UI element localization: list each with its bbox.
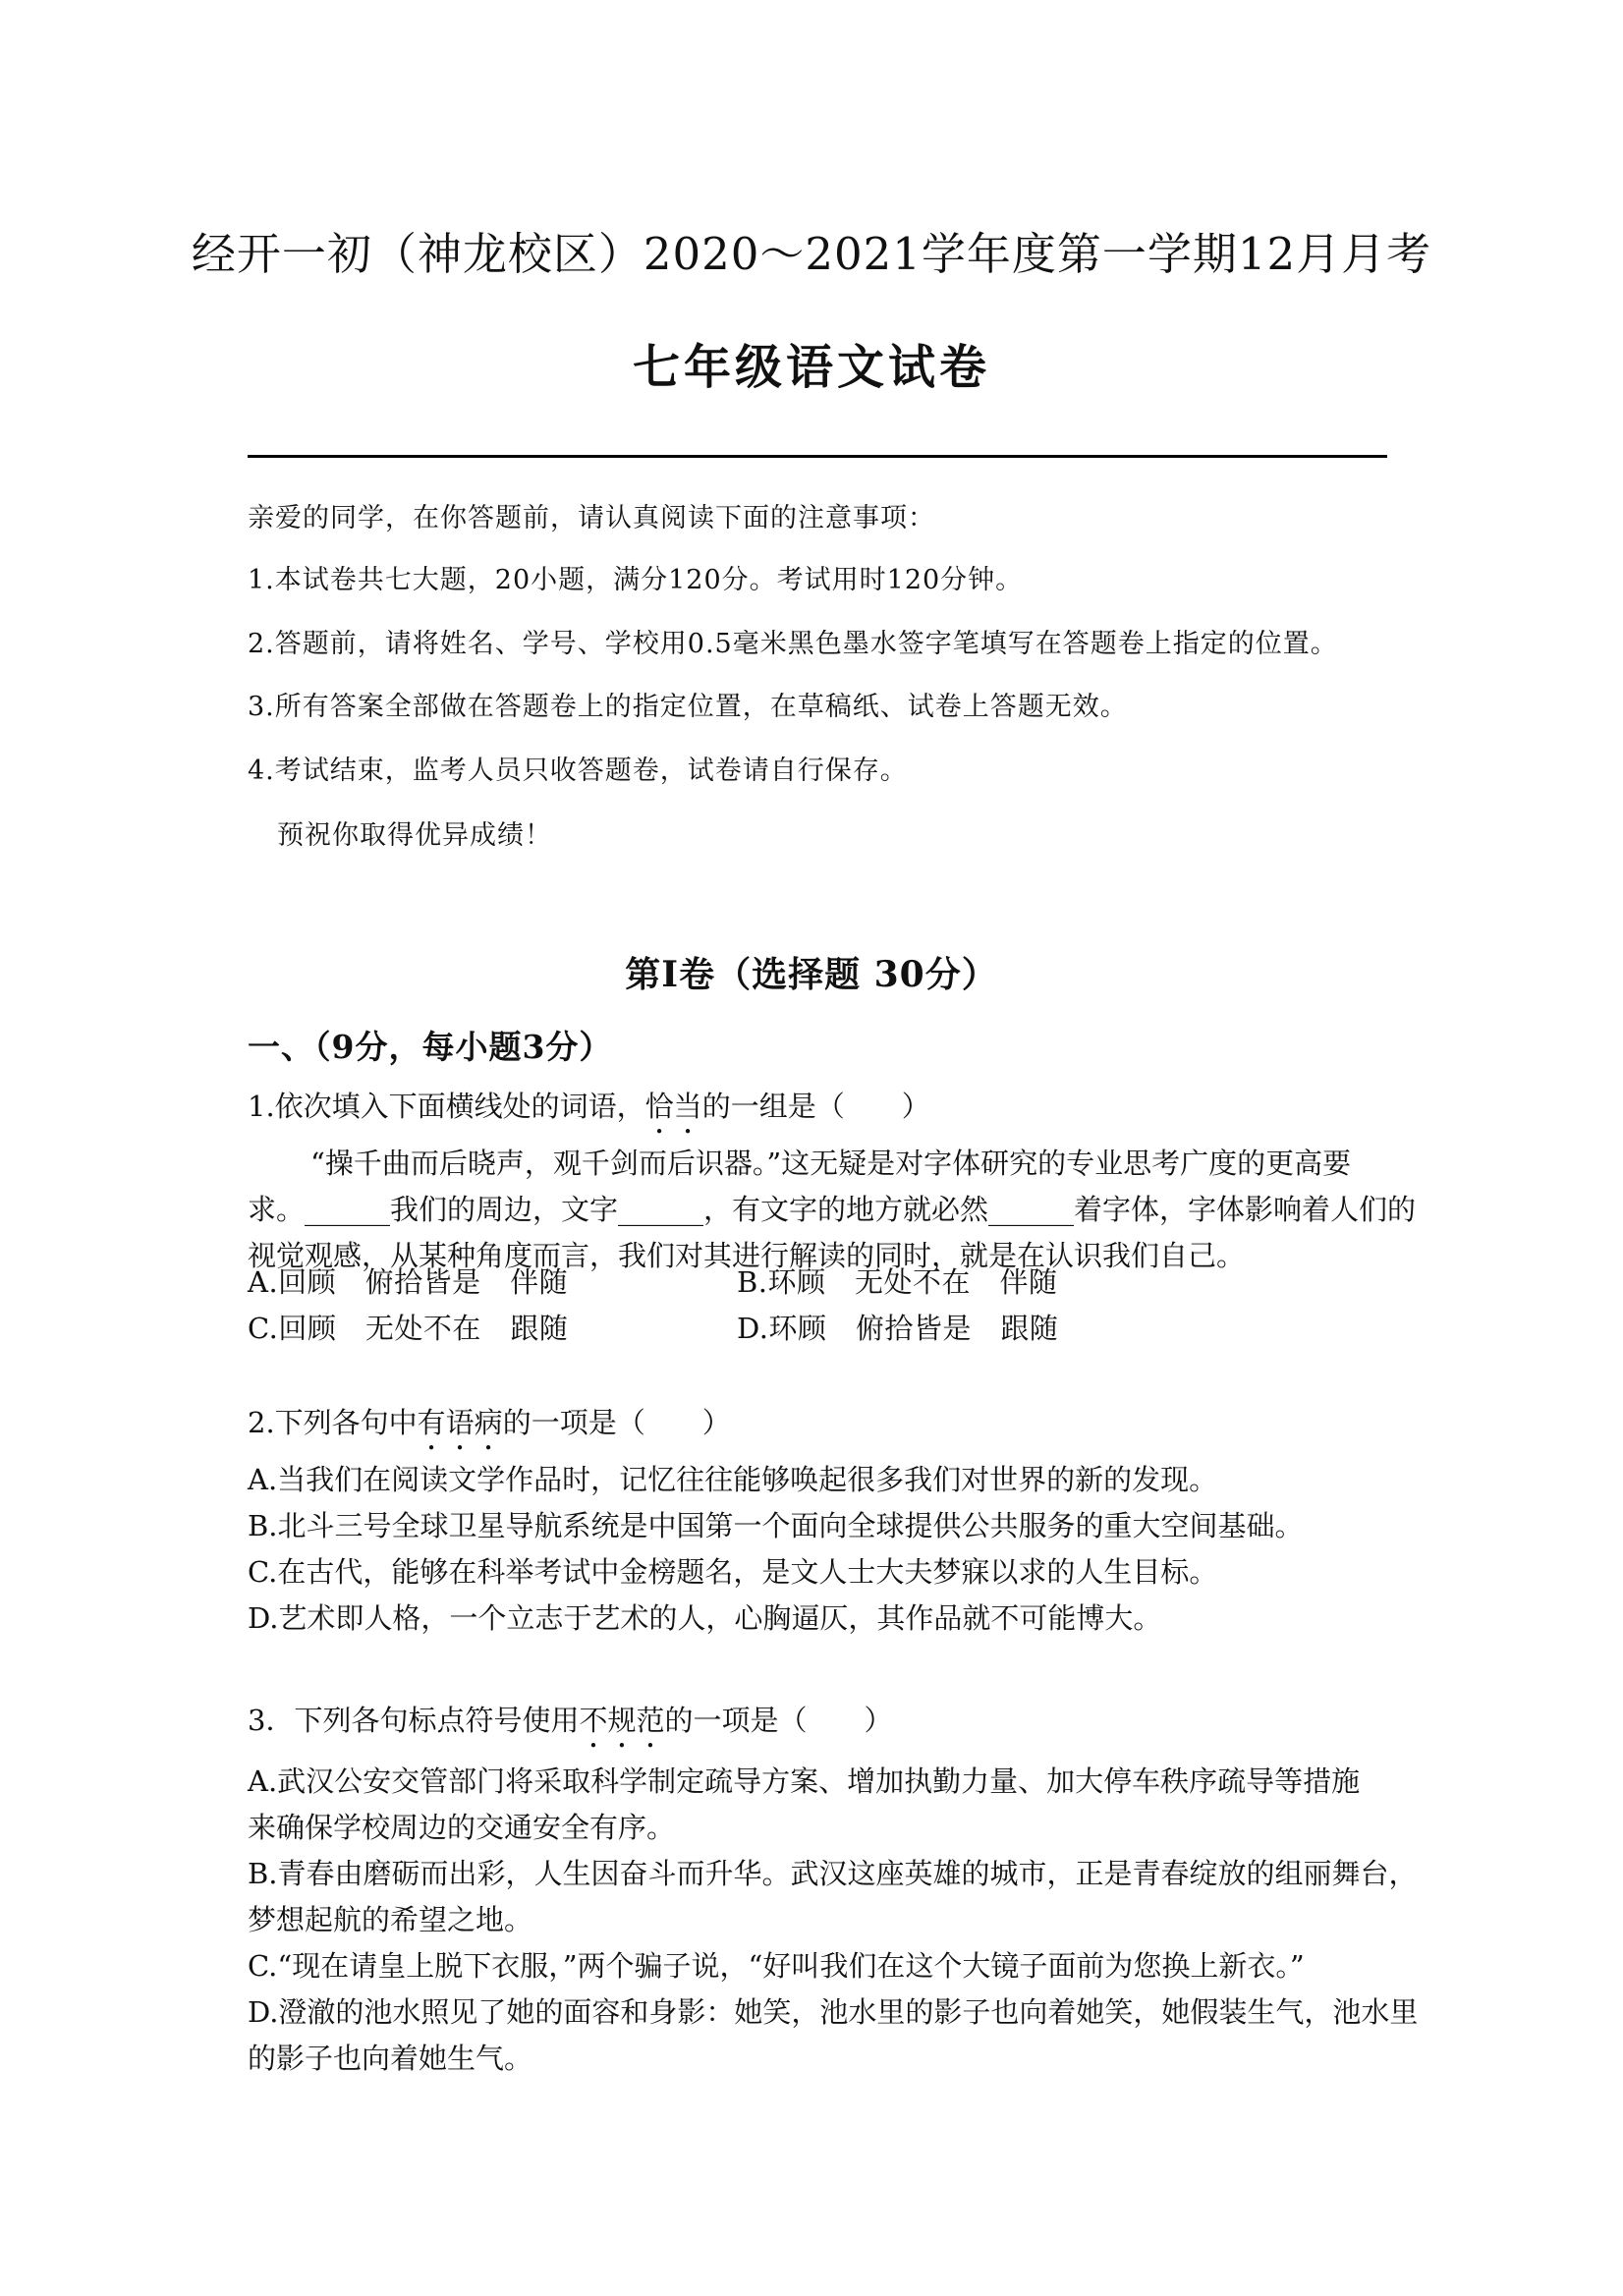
question-1-options-row: [248, 1307, 1392, 1353]
option-c: C.“现在请皇上脱下衣服，”两个骗子说，“好叫我们在这个大镜子面前为您换上新衣。”: [248, 1949, 1305, 1983]
notice-item-1: 1.本试卷共七大题，20小题，满分120分。考试用时120分钟。: [248, 565, 1024, 595]
option-a-continued: 来确保学校周边的交通安全有序。: [248, 1811, 676, 1844]
emphasis-dotted-text: 有语病: [417, 1406, 503, 1439]
option-c: C.回顾 无处不在 跟随: [248, 1312, 569, 1345]
question-1: [248, 1084, 1417, 1279]
section-title: 第Ⅰ卷（选择题 30分）: [625, 954, 998, 995]
emphasis-dotted-text: 恰当: [644, 1090, 702, 1123]
notice-intro: 亲爱的同学，在你答题前，请认真阅读下面的注意事项：: [248, 503, 935, 533]
option-d: D.澄澈的池水照见了她的面容和身影：她笑，池水里的影子也向着她笑，她假装生气，池水里: [248, 1995, 1419, 2029]
question-2-stem: 2.下列各句中有语病的一项是（ ）: [248, 1406, 731, 1439]
question-1-passage-line: 视觉观感，从某种角度而言，我们对其进行解读的同时，就是在认识我们自己。: [248, 1239, 1246, 1272]
option-a: A.武汉公安交管部门将采取科学制定疏导方案、增加执勤力量、加大停车秩序疏导等措施: [248, 1764, 1361, 1798]
option-b: B.环顾 无处不在 伴随: [737, 1265, 1058, 1299]
notice-item-4: 4.考试结束，监考人员只收答题卷，试卷请自行保存。: [248, 756, 908, 786]
option-b: B.北斗三号全球卫星导航系统是中国第一个面向全球提供公共服务的重大空间基础。: [248, 1509, 1304, 1542]
question-3: [248, 1698, 1392, 1755]
exam-subtitle: 七年级语文试卷: [632, 340, 990, 395]
option-b-continued: 梦想起航的希望之地。: [248, 1903, 533, 1936]
question-1-stem: 1.依次填入下面横线处的词语，恰当的一组是（ ）: [248, 1090, 930, 1123]
option-d-continued: 的影子也向着她生气。: [248, 2042, 533, 2075]
notice-item-2: 2.答题前，请将姓名、学号、学校用0.5毫米黑色墨水签字笔填写在答题卷上指定的位置。: [248, 629, 1338, 659]
option-c: C.在古代，能够在科举考试中金榜题名，是文人士大夫梦寐以求的人生目标。: [248, 1555, 1218, 1589]
question-3-stem: 3．下列各句标点符号使用不规范的一项是（ ）: [248, 1704, 893, 1737]
option-a: A.当我们在阅读文学作品时，记忆往往能够唤起很多我们对世界的新的发现。: [248, 1463, 1218, 1496]
notice-wish: 预祝你取得优异成绩！: [277, 820, 552, 851]
notice-item-3: 3.所有答案全部做在答题卷上的指定位置，在草稿纸、试卷上答题无效。: [248, 692, 1128, 722]
question-2: [248, 1400, 1392, 1642]
exam-title: 经开一初（神龙校区）2020～2021学年度第一学期12月月考: [191, 228, 1432, 280]
option-a: A.回顾 俯拾皆是 伴随: [248, 1265, 569, 1299]
option-d: D.环顾 俯拾皆是 跟随: [737, 1312, 1059, 1345]
question-1-passage-line: “操千曲而后晓声，观千剑而后识器。”这无疑是对字体研究的专业思考广度的更高要: [310, 1147, 1352, 1180]
part-heading: 一、（9分，每小题3分）: [248, 1028, 613, 1066]
option-b: B.青春由磨砺而出彩，人生因奋斗而升华。武汉这座英雄的城市，正是青春绽放的组丽舞台，: [248, 1857, 1418, 1890]
emphasis-dotted-text: 不规范: [579, 1704, 665, 1737]
question-1-options-row: [248, 1260, 1392, 1307]
title-divider: [248, 455, 1387, 458]
question-1-passage-line: 求。______我们的周边，文字______，有文字的地方就必然______着字体，字体影响着人们的: [248, 1193, 1417, 1226]
question-3-options: [248, 1759, 1419, 2082]
option-d: D.艺术即人格，一个立志于艺术的人，心胸逼仄，其作品就不可能博大。: [248, 1601, 1162, 1635]
